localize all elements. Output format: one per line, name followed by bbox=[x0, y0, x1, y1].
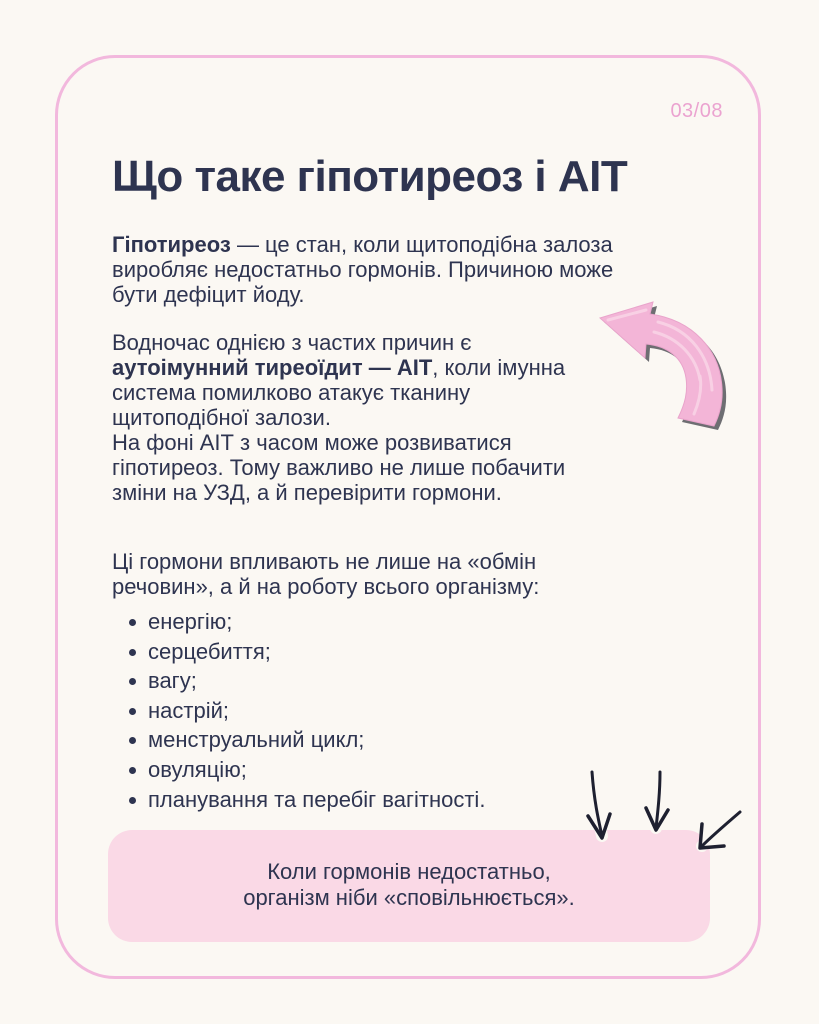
paragraph-hormones: Ці гормони впливають не лише на «обмін речовин», а й на роботу всього організму: bbox=[112, 549, 540, 599]
list-item: серцебиття; bbox=[126, 637, 485, 667]
list-item: менструальний цикл; bbox=[126, 725, 485, 755]
page-counter: 03/08 bbox=[670, 100, 723, 122]
down-arrow-icon bbox=[588, 772, 610, 838]
page-title: Що таке гіпотиреоз і АІТ bbox=[112, 152, 628, 201]
callout-line-1: Коли гормонів недостатньо, bbox=[267, 859, 551, 884]
paragraph-definition bbox=[112, 232, 632, 307]
list-item: вагу; bbox=[126, 666, 485, 696]
paragraph-ait bbox=[112, 330, 592, 505]
term-ait: аутоімунний тиреоїдит — АІТ bbox=[112, 355, 433, 380]
list-item: планування та перебіг вагітності. bbox=[126, 785, 485, 815]
term-hypothyroidism: Гіпотиреоз bbox=[112, 232, 231, 257]
ait-description-text: , коли імунна система помилково атакує тканину щитоподібної залози. bbox=[112, 355, 566, 430]
curved-arrow-icon bbox=[598, 300, 733, 435]
list-item: енергію; bbox=[126, 607, 485, 637]
down-left-arrow-icon bbox=[700, 812, 740, 848]
list-item: настрій; bbox=[126, 696, 485, 726]
list-item: овуляцію; bbox=[126, 755, 485, 785]
decorative-arrows bbox=[578, 760, 758, 870]
ait-consequence-text: На фоні АІТ з часом може розвиватися гіпотиреоз. Тому важливо не лише побачити зміни на УЗД, а й перевірити гормони. bbox=[112, 430, 566, 505]
ait-intro-text: Водночас однією з частих причин є bbox=[112, 330, 472, 355]
callout-line-2: організм ніби «сповільнюється». bbox=[243, 885, 575, 910]
effects-list bbox=[126, 607, 485, 814]
definition-text: — це стан, коли щитоподібна залоза виробляє недостатньо гормонів. Причиною може бути дефіцит йоду. bbox=[112, 232, 614, 307]
down-arrow-icon bbox=[646, 772, 668, 830]
